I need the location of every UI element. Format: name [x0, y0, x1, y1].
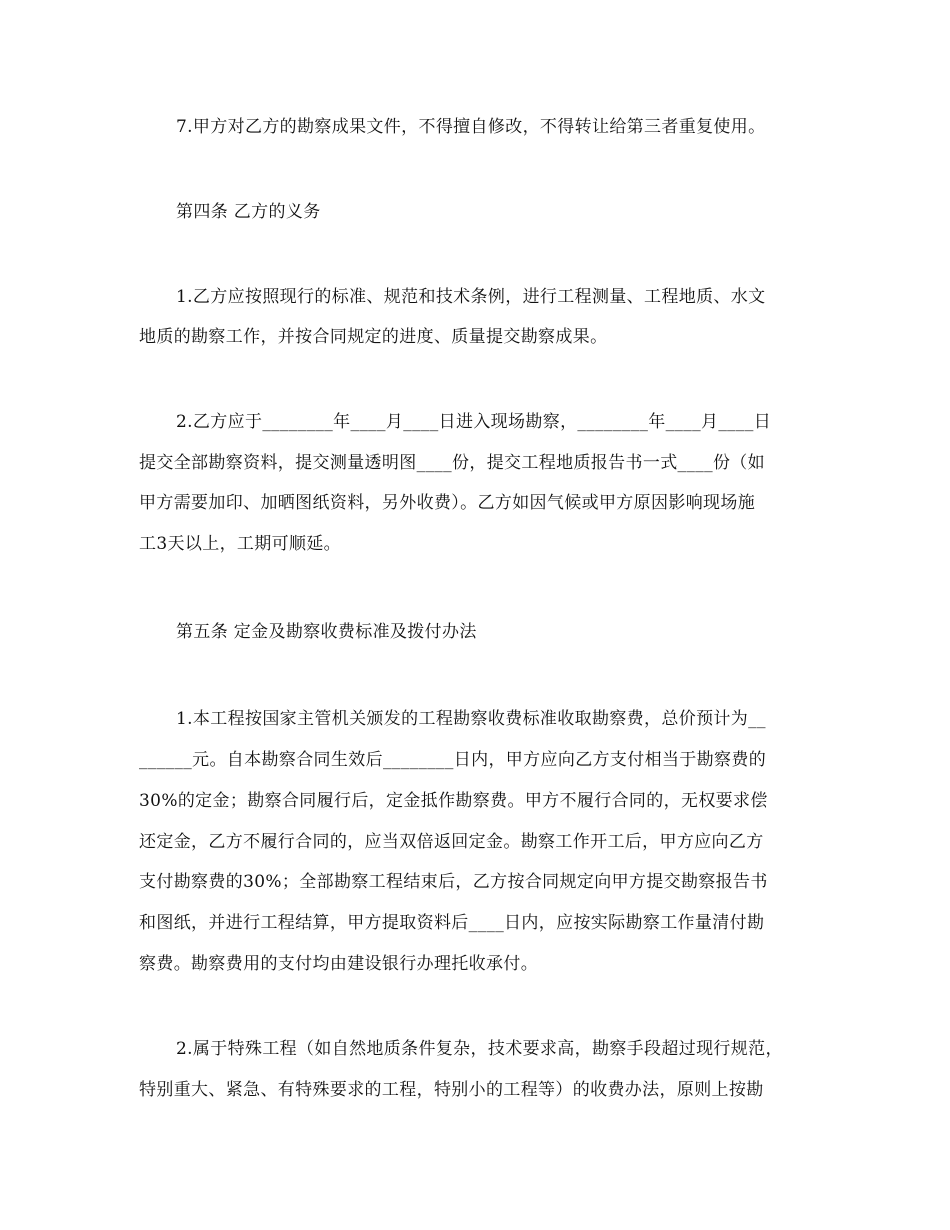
clause-5-item-1-line-6: 和图纸，并进行工程结算，甲方提取资料后____日内，应按实际勘察工作量清付勘: [139, 913, 765, 933]
clause-5-item-1-line-7: 察费。勘察费用的支付均由建设银行办理托收承付。: [139, 954, 539, 974]
clause-4-item-2-line-3: 甲方需要加印、加晒图纸资料，另外收费）。乙方如因气候或甲方原因影响现场施: [139, 493, 756, 513]
clause-3-item-7: 7.甲方对乙方的勘察成果文件，不得擅自修改，不得转让给第三者重复使用。: [176, 117, 766, 137]
clause-5-item-2-line-2: 特别重大、紧急、有特殊要求的工程，特别小的工程等）的收费办法，原则上按勘: [139, 1080, 764, 1100]
clause-5-item-1-line-2: ______元。自本勘察合同生效后________日内，甲方应向乙方支付相当于勘察费的: [139, 750, 767, 770]
clause-5-item-2-line-1: 2.属于特殊工程（如自然地质条件复杂，技术要求高，勘察手段超过现行规范，: [176, 1039, 783, 1059]
clause-4-item-2-line-1: 2.乙方应于________年____月____日进入现场勘察，________年____月____日: [176, 412, 772, 432]
article-5-heading: 第五条 定金及勘察收费标准及拨付办法: [176, 622, 477, 642]
clause-4-item-1-line-1: 1.乙方应按照现行的标准、规范和技术条例，进行工程测量、工程地质、水文: [176, 287, 766, 307]
article-4-heading: 第四条 乙方的义务: [176, 202, 321, 222]
clause-4-item-2-line-2: 提交全部勘察资料，提交测量透明图____份，提交工程地质报告书一式____份（如: [139, 453, 765, 473]
clause-5-item-1-line-5: 支付勘察费的30%；全部勘察工程结束后，乙方按合同规定向甲方提交勘察报告书: [139, 872, 768, 892]
clause-4-item-1-line-2: 地质的勘察工作，并按合同规定的进度、质量提交勘察成果。: [139, 327, 608, 347]
clause-5-item-1-line-3: 30%的定金；勘察合同履行后，定金抵作勘察费。甲方不履行合同的，无权要求偿: [139, 791, 768, 811]
clause-5-item-1-line-1: 1.本工程按国家主管机关颁发的工程勘察收费标准收取勘察费，总价预计为__: [176, 709, 766, 729]
clause-5-item-1-line-4: 还定金，乙方不履行合同的，应当双倍返回定金。勘察工作开工后，甲方应向乙方: [139, 832, 764, 852]
clause-4-item-2-line-4: 工3天以上，工期可顺延。: [139, 534, 342, 554]
